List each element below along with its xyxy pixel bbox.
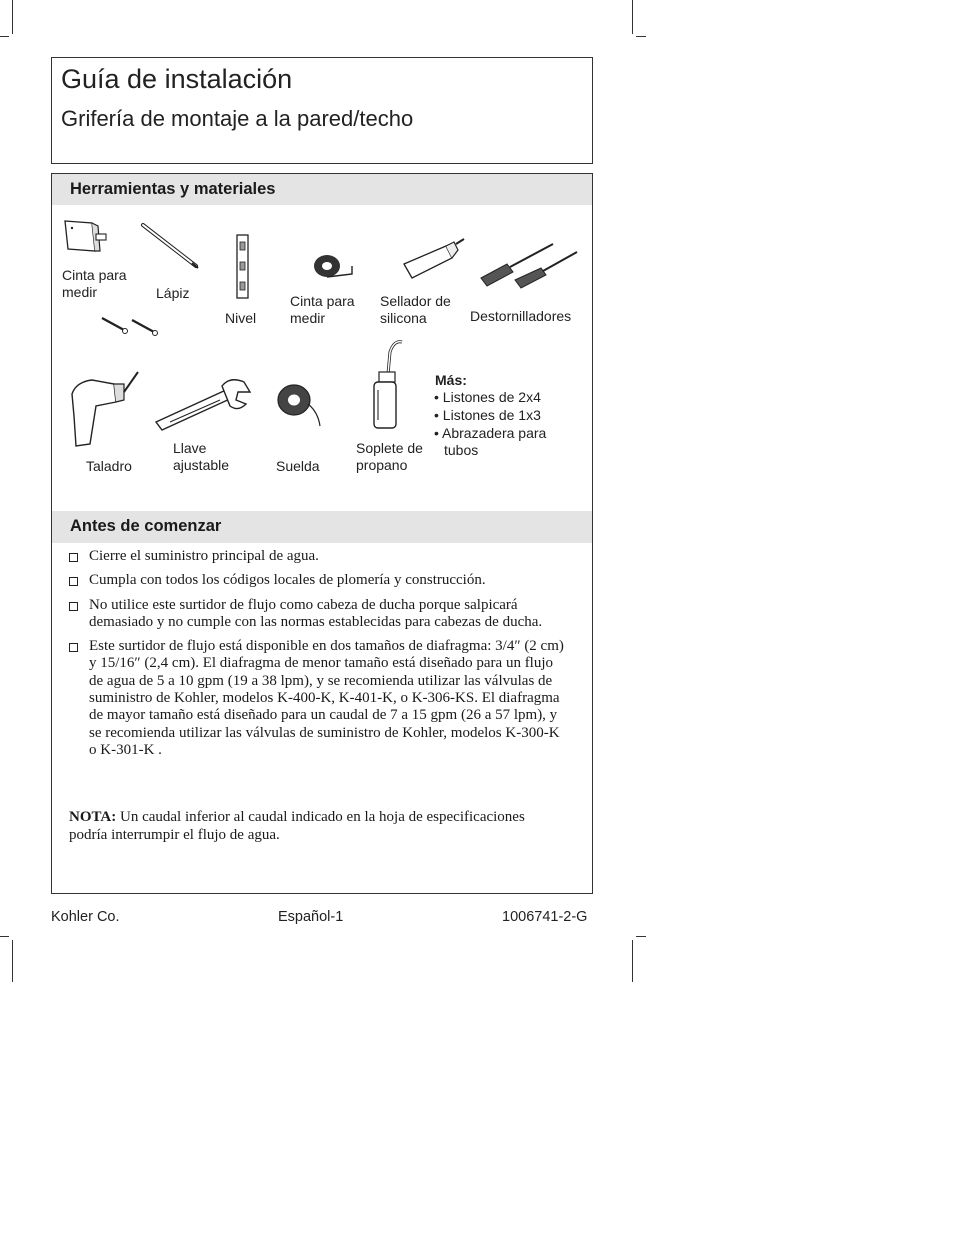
checklist-item: No utilice este surtidor de flujo como cabeza de ducha porque salpicará demasiado y no cumple con las normas establecidas para cabezas de ducha. xyxy=(68,597,568,632)
page-subtitle: Grifería de montaje a la pared/techo xyxy=(61,106,414,131)
footer-page-number: Español-1 xyxy=(278,909,344,925)
note-paragraph xyxy=(69,809,549,844)
level-label: Nivel xyxy=(225,310,257,326)
solder-label: Suelda xyxy=(276,458,320,474)
more-materials-heading: Más: xyxy=(435,372,467,388)
screws-icon xyxy=(98,314,160,338)
wrench-label-line2: ajustable xyxy=(173,457,230,473)
torch-label-line2: propano xyxy=(356,457,408,473)
propane-torch-icon xyxy=(368,338,408,430)
torch-label-line1: Soplete de xyxy=(356,440,423,456)
sealant-label-line2: silicona xyxy=(380,310,427,326)
tape-label-line1: Cinta para xyxy=(290,293,355,309)
crop-mark xyxy=(636,36,646,37)
crop-mark xyxy=(632,0,633,34)
drill-icon xyxy=(66,370,140,450)
more-materials-item: • Listones de 2x4 xyxy=(434,389,541,405)
crop-mark xyxy=(632,940,633,982)
footer-company: Kohler Co. xyxy=(51,909,120,925)
tape-measure-label-line2: medir xyxy=(62,284,98,300)
before-section-header xyxy=(52,511,592,543)
pencil-label: Lápiz xyxy=(156,285,190,301)
before-checklist xyxy=(68,548,568,766)
footer-document-number: 1006741-2-G xyxy=(502,909,588,925)
crop-mark xyxy=(0,936,9,937)
pencil-icon xyxy=(140,222,202,270)
more-materials-item: tubos xyxy=(444,442,479,458)
more-materials-item: • Abrazadera para xyxy=(434,425,547,441)
drill-label: Taladro xyxy=(86,458,132,474)
more-materials-item: • Listones de 1x3 xyxy=(434,407,541,423)
tools-section-header xyxy=(52,174,592,205)
sealant-tube-icon xyxy=(402,236,466,280)
sealant-label-line1: Sellador de xyxy=(380,293,451,309)
wrench-label-line1: Llave xyxy=(173,440,207,456)
tape-roll-icon xyxy=(312,252,356,280)
wrench-icon xyxy=(150,376,254,434)
checklist-item: Este surtidor de flujo está disponible en dos tamaños de diafragma: 3/4″ (2 cm) y 15/16″ (2,4 cm). El diafragma de menor tamaño está diseñado para un flujo de agua de 5 a 10 gpm (19 a 38 lpm), y se recomienda utilizar las válvulas de suministro de Kohler, modelos K-400-K, K-401-K, o K-306-KS. El diafragma de mayor tamaño está diseñado para un caudal de 7 a 15 gpm (26 a 57 lpm), y se recomienda utilizar las válvulas de suministro de Kohler, modelos K-300-K o K-301-K . xyxy=(68,638,568,759)
tape-label-line2: medir xyxy=(290,310,326,326)
tape-measure-icon xyxy=(62,218,107,254)
screwdrivers-icon xyxy=(477,238,583,290)
main-content-box xyxy=(51,173,593,894)
before-section-heading: Antes de comenzar xyxy=(70,517,222,535)
solder-spool-icon xyxy=(274,380,326,428)
note-label: NOTA: xyxy=(69,809,117,825)
crop-mark xyxy=(636,936,646,937)
tape-measure-label-line1: Cinta para xyxy=(62,267,127,283)
page-title: Guía de instalación xyxy=(61,64,293,94)
tools-section-heading: Herramientas y materiales xyxy=(70,180,276,198)
crop-mark xyxy=(12,0,13,34)
checklist-item: Cumpla con todos los códigos locales de plomería y construcción. xyxy=(68,572,568,589)
note-text: Un caudal inferior al caudal indicado en la hoja de especificaciones podría interrumpir el flujo de agua. xyxy=(69,809,525,843)
level-icon xyxy=(235,234,251,300)
crop-mark xyxy=(0,36,9,37)
checklist-item: Cierre el suministro principal de agua. xyxy=(68,548,568,565)
crop-mark xyxy=(12,940,13,982)
screwdrivers-label: Destornilladores xyxy=(470,308,572,324)
title-box xyxy=(51,57,593,164)
